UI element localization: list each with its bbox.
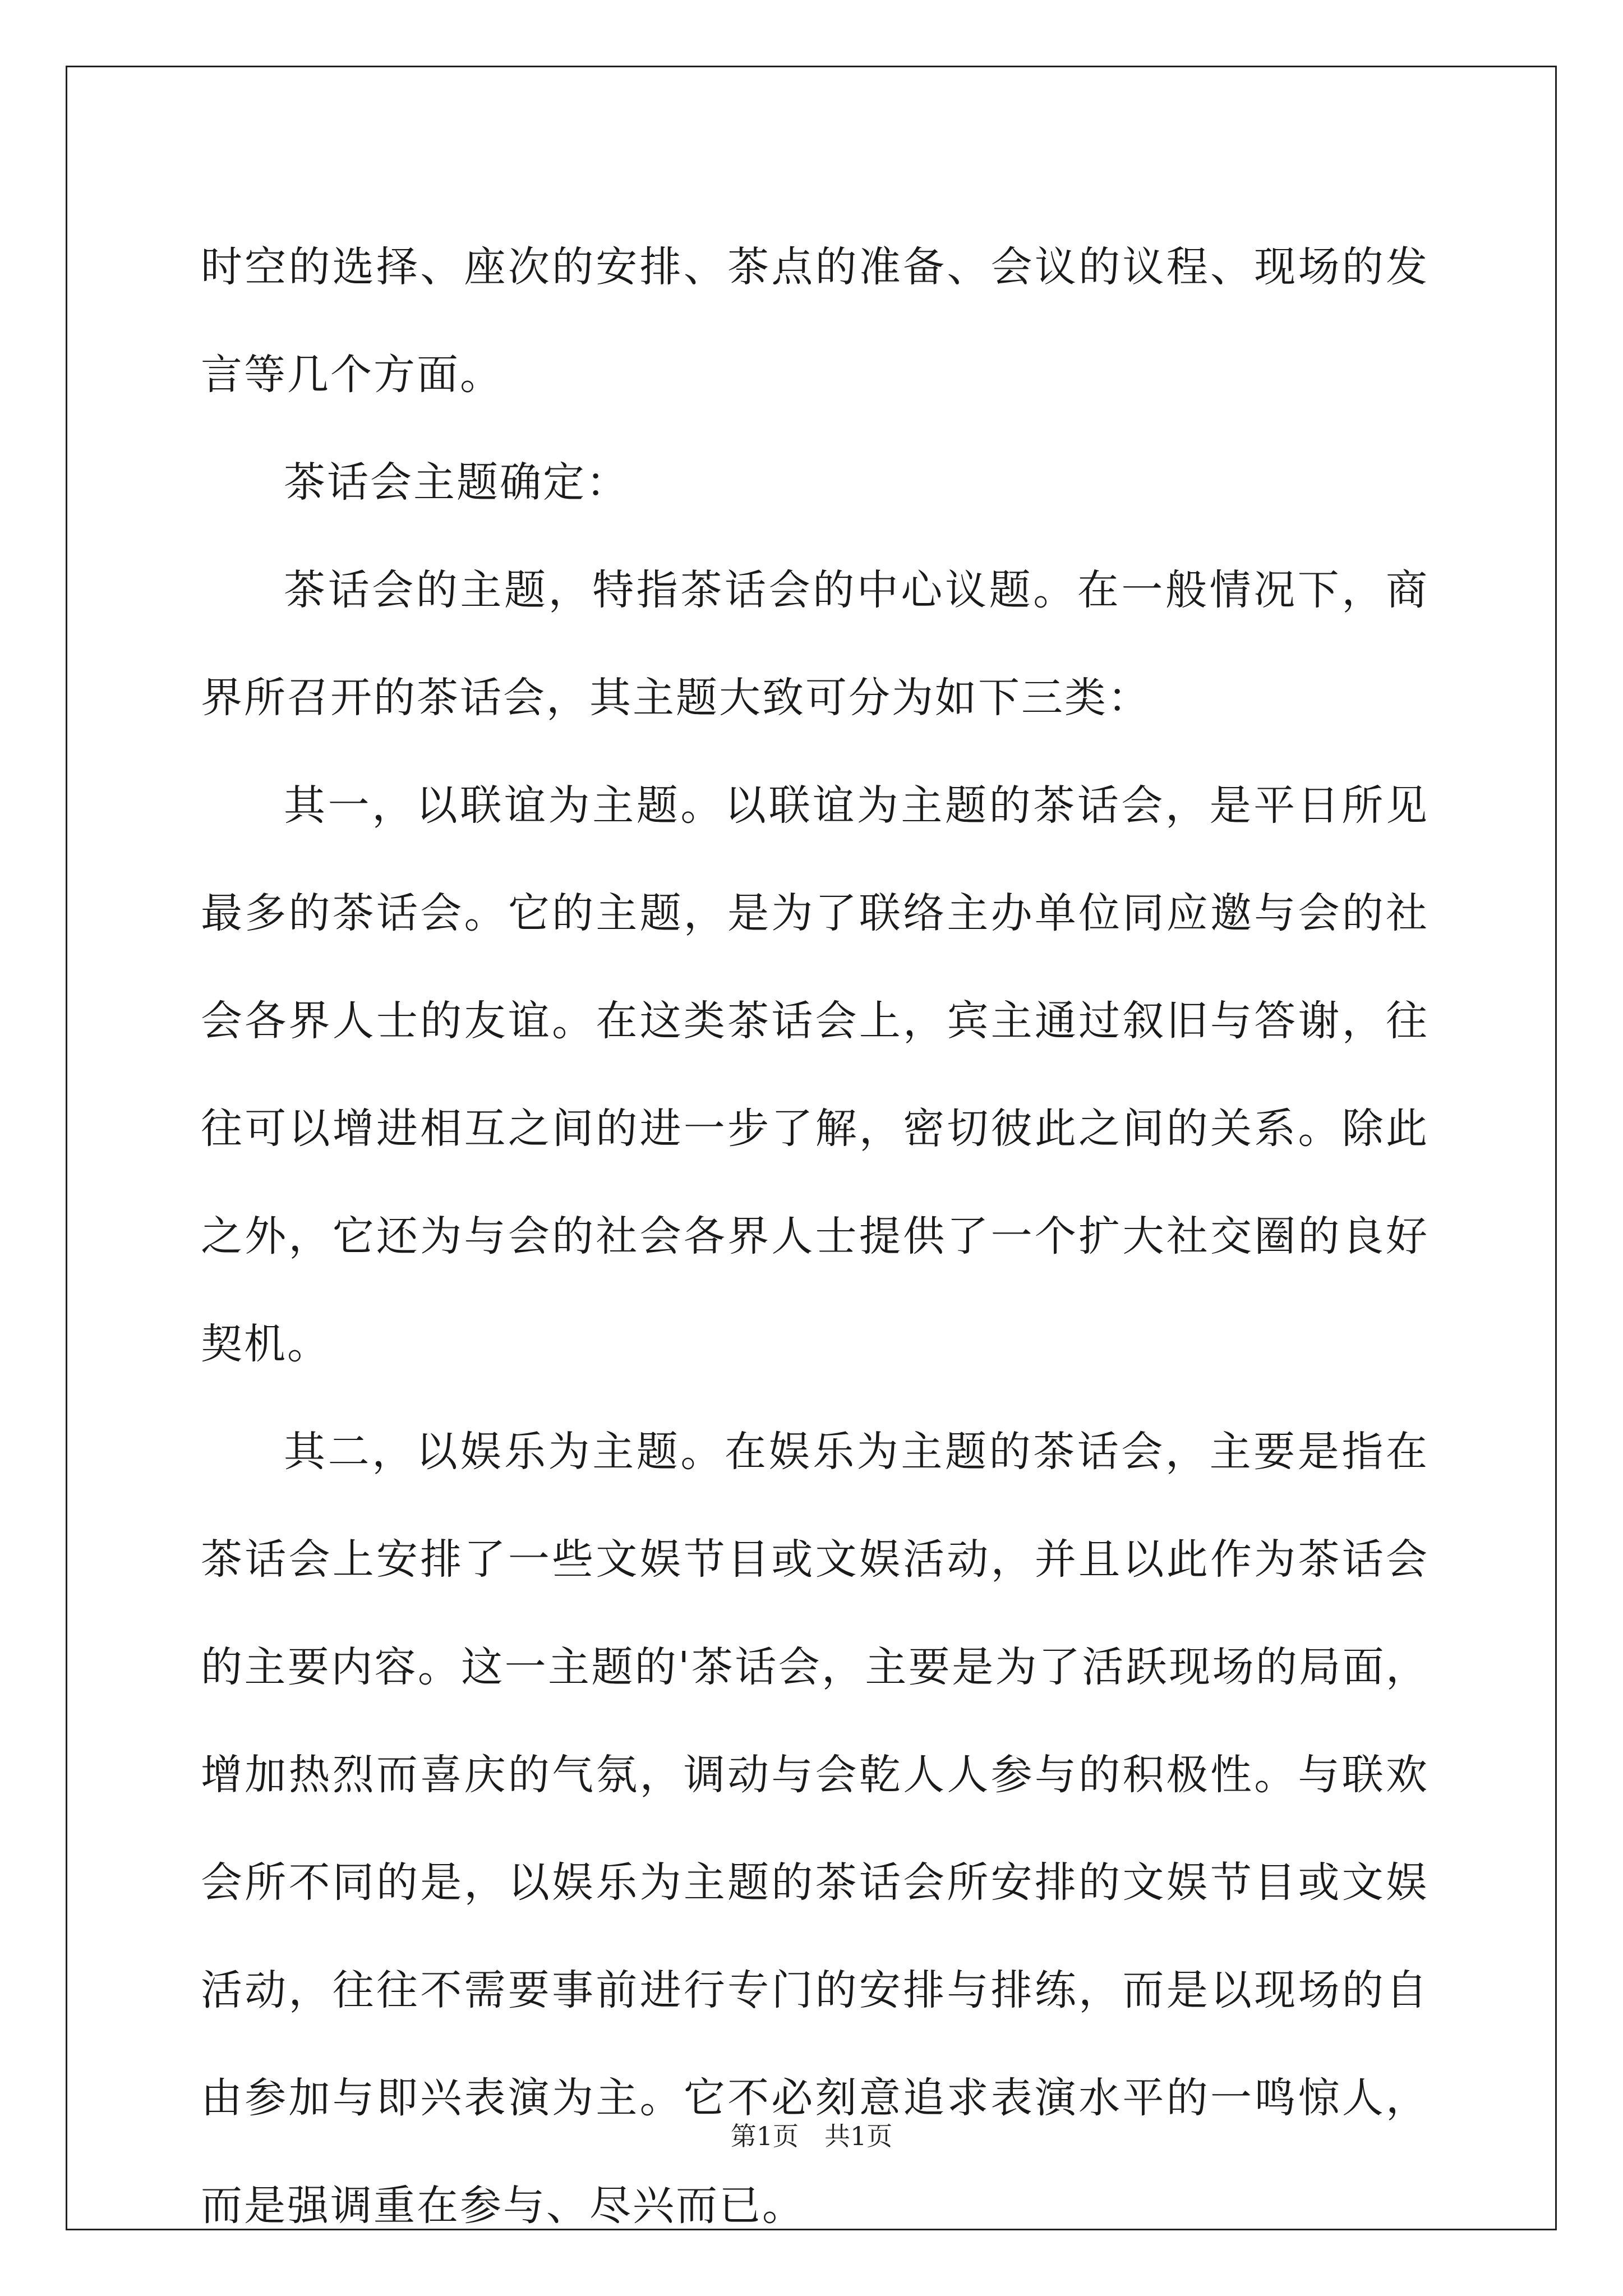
paragraph-theme-entertainment: 其二，以娱乐为主题。在娱乐为主题的茶话会，主要是指在茶话会上安排了一些文娱节目或文娱活动，并且以此作为茶话会的主要内容。这一主题的'茶话会，主要是为了活跃现场的局面，增加热烈而喜庆的气氛，调动与会乾人人参与的积极性。与联欢会所不同的是，以娱乐为主题的茶话会所安排的文娱节目或文娱活动，往往不需要事前进行专门的安排与排练，而是以现场的自由参加与即兴表演为主。它不必刻意追求表演水平的一鸣惊人，而是强调重在参与、尽兴而已。 xyxy=(201,1428,1429,2230)
page-number: 第1页 xyxy=(730,2121,799,2151)
paragraph-continuation: 时空的选择、座次的安排、茶点的准备、会议的议程、现场的发言等几个方面。 xyxy=(201,243,1429,399)
document-body xyxy=(201,213,1429,2260)
paragraph-theme-definition: 茶话会的主题，特指茶话会的中心议题。在一般情况下，商界所召开的茶话会，其主题大致可分为如下三类： xyxy=(201,566,1429,722)
page-footer xyxy=(0,2116,1623,2153)
paragraph-theme-friendship: 其一，以联谊为主题。以联谊为主题的茶话会，是平日所见最多的茶话会。它的主题，是为了联络主办单位同应邀与会的社会各界人士的友谊。在这类茶话会上，宾主通过叙旧与答谢，往往可以增进相互之间的进一步了解，密切彼此之间的关系。除此之外，它还为与会的社会各界人士提供了一个扩大社交圈的良好契机。 xyxy=(201,781,1429,1368)
paragraph-heading-theme: 茶话会主题确定： xyxy=(284,458,629,507)
page-total: 共1页 xyxy=(824,2121,893,2151)
